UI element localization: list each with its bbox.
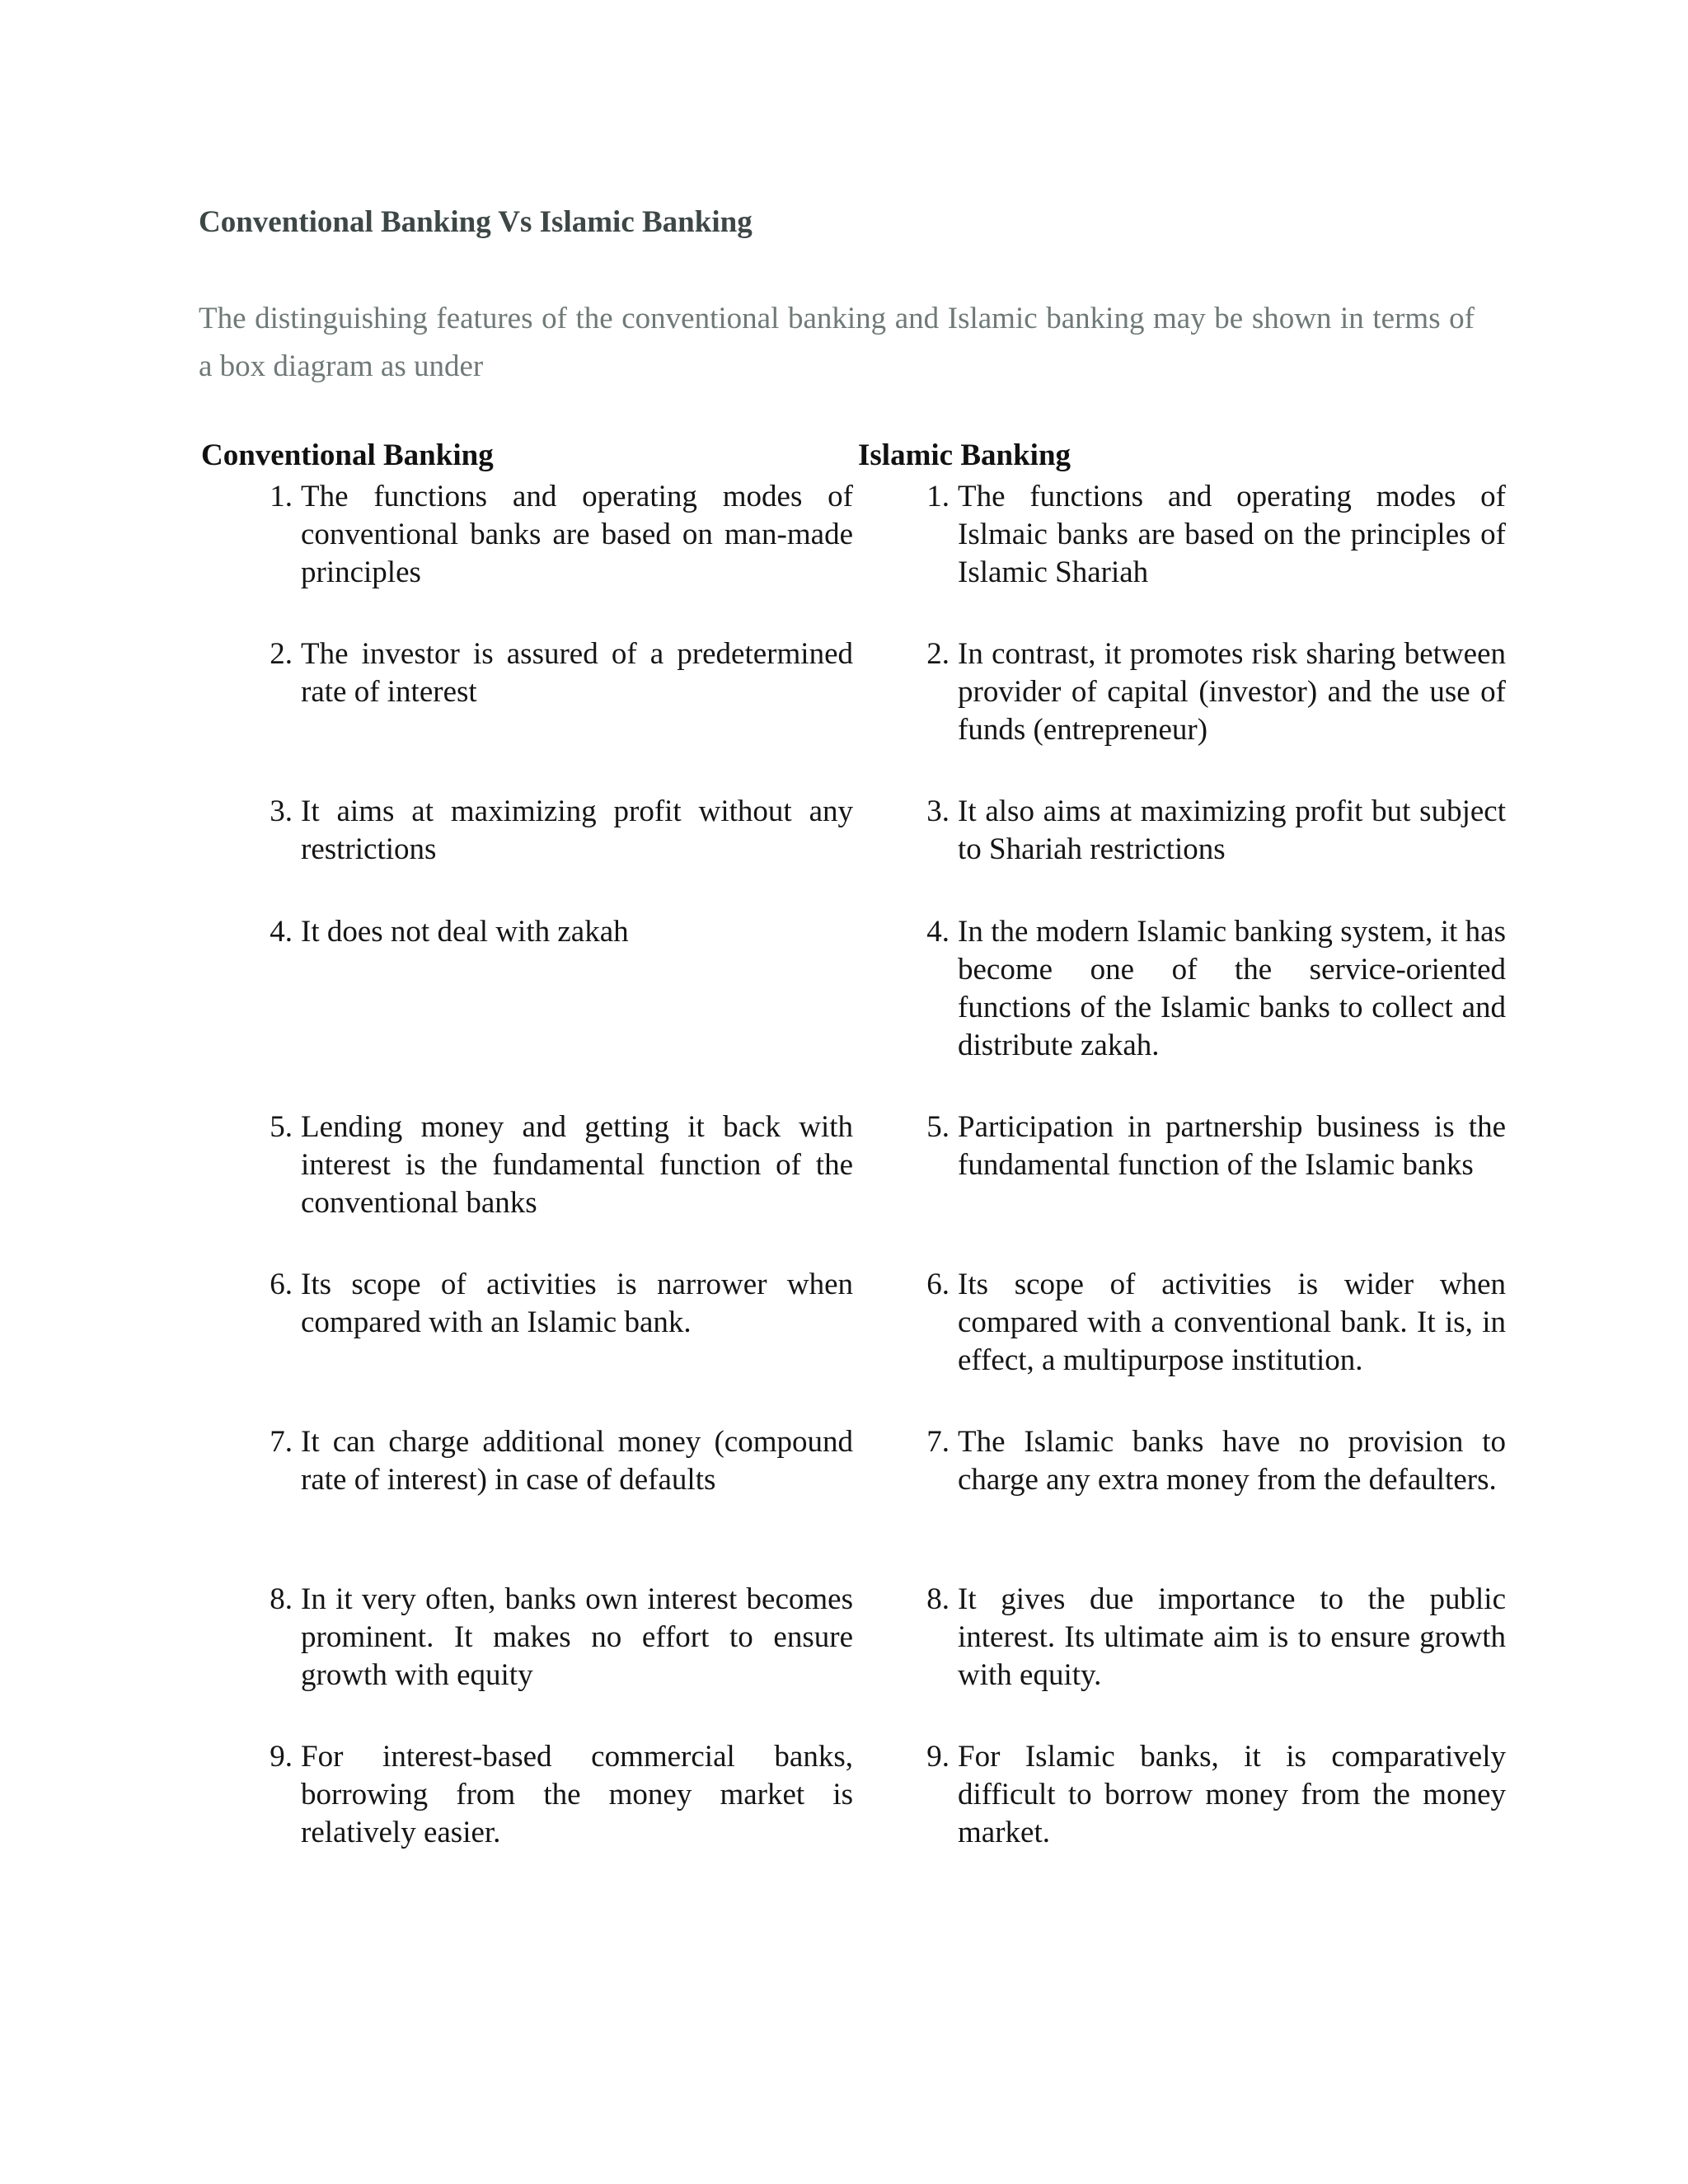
item-number: 9. [270, 1740, 293, 1774]
item-number: 9. [926, 1740, 950, 1774]
item-text: In the modern Islamic banking system, it has become one of the service-oriented functions of the Islamic banks to collect and distribute zakah. [958, 915, 1506, 1062]
islamic-item [926, 478, 1506, 592]
conventional-item [270, 1266, 853, 1342]
item-number: 7. [926, 1425, 950, 1459]
conventional-item [270, 793, 853, 869]
item-number: 4. [270, 915, 293, 949]
item-text: For interest-based commercial banks, borrowing from the money market is relatively easier. [301, 1740, 853, 1849]
page-title: Conventional Banking Vs Islamic Banking [199, 205, 753, 239]
item-number: 1. [270, 480, 293, 513]
item-text: The functions and operating modes of Islmaic banks are based on the principles of Islamic Shariah [958, 480, 1506, 589]
conventional-item [270, 635, 853, 711]
item-text: It can charge additional money (compound rate of interest) in case of defaults [301, 1425, 853, 1497]
item-text: Participation in partnership business is the fundamental function of the Islamic banks [958, 1110, 1506, 1182]
islamic-item [926, 1108, 1506, 1184]
item-number: 7. [270, 1425, 293, 1459]
intro-paragraph: The distinguishing features of the conventional banking and Islamic banking may be shown in terms of a box diagram as under [199, 302, 1475, 383]
item-text: Its scope of activities is narrower when compared with an Islamic bank. [301, 1268, 853, 1339]
islamic-item [926, 1581, 1506, 1694]
item-number: 4. [926, 915, 950, 949]
conventional-item [270, 1108, 853, 1222]
item-text: Lending money and getting it back with interest is the fundamental function of the conventional banks [301, 1110, 853, 1220]
islamic-item [926, 1738, 1506, 1852]
item-number: 8. [270, 1582, 293, 1616]
item-number: 3. [270, 794, 293, 828]
conventional-item [270, 1581, 853, 1694]
item-text: The Islamic banks have no provision to charge any extra money from the defaulters. [958, 1425, 1506, 1497]
item-text: In contrast, it promotes risk sharing between provider of capital (investor) and the use of funds (entrepreneur) [958, 637, 1506, 747]
conventional-item [270, 913, 853, 951]
islamic-column-heading: Islamic Banking [858, 438, 1071, 472]
islamic-item [926, 1266, 1506, 1380]
item-text: In it very often, banks own interest becomes prominent. It makes no effort to ensure growth with equity [301, 1582, 853, 1692]
item-text: Its scope of activities is wider when compared with a conventional bank. It is, in effect, a multipurpose institution. [958, 1268, 1506, 1377]
item-number: 6. [270, 1268, 293, 1301]
conventional-column-heading: Conventional Banking [201, 438, 494, 472]
item-text: It also aims at maximizing profit but subject to Shariah restrictions [958, 794, 1506, 866]
islamic-item [926, 793, 1506, 869]
conventional-item [270, 478, 853, 592]
islamic-item [926, 1423, 1506, 1499]
item-number: 2. [926, 637, 950, 671]
islamic-item [926, 913, 1506, 1065]
item-number: 5. [270, 1110, 293, 1144]
item-number: 2. [270, 637, 293, 671]
item-number: 1. [926, 480, 950, 513]
item-text: The functions and operating modes of conventional banks are based on man-made principles [301, 480, 853, 589]
islamic-item [926, 635, 1506, 749]
item-text: For Islamic banks, it is comparatively difficult to borrow money from the money market. [958, 1740, 1506, 1849]
item-text: The investor is assured of a predetermined rate of interest [301, 637, 853, 709]
conventional-item [270, 1423, 853, 1499]
item-number: 5. [926, 1110, 950, 1144]
item-number: 6. [926, 1268, 950, 1301]
conventional-item [270, 1738, 853, 1852]
item-text: It does not deal with zakah [301, 915, 629, 949]
item-text: It gives due importance to the public interest. Its ultimate aim is to ensure growth with equity. [958, 1582, 1506, 1692]
item-text: It aims at maximizing profit without any restrictions [301, 794, 853, 866]
item-number: 3. [926, 794, 950, 828]
item-number: 8. [926, 1582, 950, 1616]
